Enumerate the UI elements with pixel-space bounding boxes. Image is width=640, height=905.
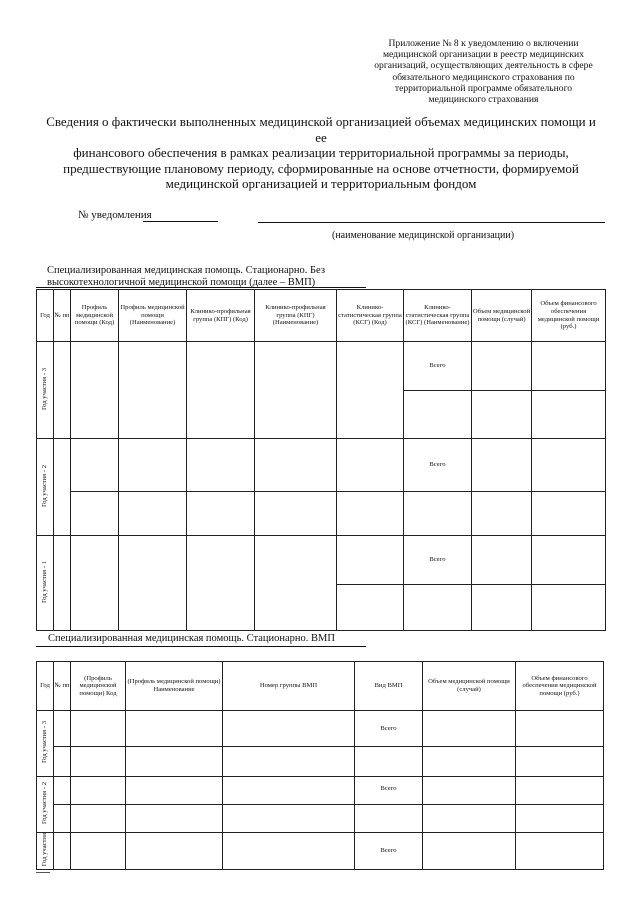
table-cell[interactable] <box>187 439 255 492</box>
table-cell[interactable] <box>71 747 126 777</box>
title-line: предшествующие плановому периоду, сформированные на основе отчетности, формируемой <box>63 160 579 176</box>
total-cell <box>355 777 423 805</box>
table-cell[interactable] <box>71 833 126 870</box>
header-kpg-code: Клинико-профильная группа (КПГ) (Код) <box>187 290 255 342</box>
header-ksg-code: Клинико-статистическая группа (КСГ) (Код) <box>337 290 404 342</box>
table-cell[interactable] <box>337 585 404 631</box>
appendix-line: организаций, осуществляющих деятельность в сфере <box>374 60 593 72</box>
table-cell[interactable] <box>119 342 187 439</box>
section2-title-underline <box>36 646 366 647</box>
footer-mark <box>36 872 50 873</box>
table-row <box>37 805 604 833</box>
year-label: Год участия - 3 <box>41 367 49 410</box>
table-cell[interactable] <box>71 492 119 536</box>
table-cell[interactable] <box>337 342 404 439</box>
table-row <box>37 711 604 747</box>
header-number: № пп <box>54 662 71 711</box>
year-cell <box>37 711 54 777</box>
header-profile-code: Профиль медицинской помощи (Код) <box>71 290 119 342</box>
section2-table <box>36 661 604 870</box>
table-cell[interactable] <box>423 777 516 805</box>
table-cell[interactable] <box>119 492 187 536</box>
table-cell[interactable] <box>532 391 606 439</box>
notice-number-label: № уведомления <box>78 209 152 221</box>
total-label: Всего <box>429 362 446 369</box>
table-cell[interactable] <box>516 711 604 747</box>
table-cell[interactable] <box>54 536 71 631</box>
table-cell[interactable] <box>223 747 355 777</box>
table-cell[interactable] <box>54 342 71 439</box>
header-profile-name: Профиль медицинской помощи (Наименование) <box>119 290 187 342</box>
table-cell[interactable] <box>126 833 223 870</box>
notice-number-field[interactable] <box>143 221 218 222</box>
appendix-note <box>356 38 611 105</box>
title-line: Сведения о фактически выполненных медицинской организацией объемах медицинских помощи и ее <box>46 114 596 145</box>
table-cell[interactable] <box>472 585 532 631</box>
organization-name-caption: (наименование медицинской организации) <box>332 230 515 241</box>
section1-title-underline <box>36 287 366 288</box>
table-cell[interactable] <box>223 777 355 805</box>
appendix-line: обязательного медицинского страхования по <box>392 71 575 83</box>
table-cell[interactable] <box>423 711 516 747</box>
table-cell[interactable] <box>255 492 337 536</box>
table-cell[interactable] <box>223 711 355 747</box>
year-label: Год участия - 2 <box>41 464 49 507</box>
header-year: Год <box>37 662 54 711</box>
appendix-line: медицинской организации в реестр медицинских <box>382 49 584 61</box>
table-cell[interactable] <box>71 711 126 747</box>
header-volume-cases: Объем медицинской помощи (случай) <box>472 290 532 342</box>
table-cell[interactable] <box>355 747 423 777</box>
header-number: № пп <box>54 290 71 342</box>
table-row <box>37 833 604 870</box>
table-cell[interactable] <box>119 536 187 631</box>
table-cell[interactable] <box>423 833 516 870</box>
header-kpg-name: Клинико-профильная группа (КПГ) (Наименование) <box>255 290 337 342</box>
table-cell[interactable] <box>54 777 71 805</box>
header-profile-code: (Профиль медицинской помощи) Код <box>71 662 126 711</box>
appendix-line: медицинского страхования <box>428 94 539 106</box>
table-cell[interactable] <box>187 536 255 631</box>
total-cell <box>404 536 472 585</box>
table-cell[interactable] <box>404 391 472 439</box>
header-financing: Объем финансового обеспечения медицинской помощи (руб.) <box>516 662 604 711</box>
table-cell[interactable] <box>255 439 337 492</box>
year-cell <box>37 342 54 439</box>
table-cell[interactable] <box>516 747 604 777</box>
table-cell[interactable] <box>516 777 604 805</box>
table-cell[interactable] <box>355 805 423 833</box>
section1-table <box>36 289 606 631</box>
table-cell[interactable] <box>187 342 255 439</box>
table-cell[interactable] <box>423 747 516 777</box>
header-volume-cases: Объем медицинской помощи (случай) <box>423 662 516 711</box>
table-cell[interactable] <box>223 805 355 833</box>
header-vmp-group: Номер группы ВМП <box>223 662 355 711</box>
table-cell[interactable] <box>532 585 606 631</box>
year-label: Год участия - 1 <box>41 560 49 603</box>
table-cell[interactable] <box>532 492 606 536</box>
year-label: Год участия - 2 <box>41 782 49 825</box>
table-cell[interactable] <box>71 342 119 439</box>
year-label: Год участия - 3 <box>41 721 49 764</box>
table-cell[interactable] <box>337 439 404 492</box>
title-line: медицинской организацией и территориальным фондом <box>165 176 477 191</box>
table-cell[interactable] <box>423 805 516 833</box>
table-cell[interactable] <box>223 833 355 870</box>
table-cell[interactable] <box>516 805 604 833</box>
section2-title: Специализированная медицинская помощь. Стационарно. ВМП <box>48 633 335 644</box>
table-cell[interactable] <box>71 439 119 492</box>
header-ksg-name: Клинико-статистическая группа (КСГ) (Наименование) <box>404 290 472 342</box>
table-row <box>37 536 606 585</box>
table-cell[interactable] <box>71 805 126 833</box>
table-cell[interactable] <box>472 439 532 492</box>
appendix-line: территориальной программе обязательного <box>394 82 573 94</box>
table-cell[interactable] <box>472 492 532 536</box>
section2-header-row <box>37 662 604 711</box>
section1-header-row <box>37 290 606 342</box>
table-cell[interactable] <box>255 536 337 631</box>
table-row <box>37 342 606 391</box>
total-cell <box>404 342 472 391</box>
section1-title-line: Специализированная медицинская помощь. Стационарно. Без <box>47 265 325 276</box>
table-cell[interactable] <box>54 439 71 536</box>
total-label: Всего <box>380 725 397 732</box>
table-cell[interactable] <box>472 342 532 391</box>
header-financing: Объем финансового обеспечения медицинской помощи (руб.) <box>532 290 606 342</box>
section1-title <box>47 265 347 289</box>
table-row <box>37 777 604 805</box>
table-cell[interactable] <box>404 492 472 536</box>
table-cell[interactable] <box>126 747 223 777</box>
table-cell[interactable] <box>532 439 606 492</box>
total-cell <box>355 833 423 870</box>
table-cell[interactable] <box>54 747 71 777</box>
table-cell[interactable] <box>472 536 532 585</box>
table-cell[interactable] <box>516 833 604 870</box>
year-label: Год участия <box>41 833 49 867</box>
table-cell[interactable] <box>532 536 606 585</box>
table-cell[interactable] <box>255 342 337 439</box>
total-cell <box>355 711 423 747</box>
table-cell[interactable] <box>337 536 404 585</box>
year-cell <box>37 833 54 870</box>
table-cell[interactable] <box>532 342 606 391</box>
table-cell[interactable] <box>337 492 404 536</box>
year-cell <box>37 439 54 536</box>
document-title <box>40 114 602 192</box>
table-cell[interactable] <box>126 711 223 747</box>
header-year: Год <box>37 290 54 342</box>
title-line: финансового обеспечения в рамках реализации территориальной программы за периоды, <box>73 145 569 160</box>
table-row <box>37 439 606 492</box>
year-cell <box>37 777 54 833</box>
header-profile-name: (Профиль медицинской помощи) Наименование <box>126 662 223 711</box>
total-cell <box>404 439 472 492</box>
section1-title-line: высокотехнологичной медицинской помощи (далее – ВМП) <box>47 277 316 288</box>
table-cell[interactable] <box>71 777 126 805</box>
table-cell[interactable] <box>126 777 223 805</box>
table-cell[interactable] <box>54 805 71 833</box>
table-cell[interactable] <box>404 585 472 631</box>
header-vmp-type: Вид ВМП <box>355 662 423 711</box>
table-cell[interactable] <box>71 536 119 631</box>
table-row <box>37 492 606 536</box>
table-cell[interactable] <box>126 805 223 833</box>
year-cell <box>37 536 54 631</box>
total-label: Всего <box>429 556 446 563</box>
total-label: Всего <box>429 461 446 468</box>
table-cell[interactable] <box>54 833 71 870</box>
table-row <box>37 747 604 777</box>
table-cell[interactable] <box>119 439 187 492</box>
table-cell[interactable] <box>472 391 532 439</box>
total-label: Всего <box>380 847 397 855</box>
appendix-line: Приложение № 8 к уведомлению о включении <box>388 38 579 49</box>
total-label: Всего <box>380 785 397 792</box>
table-cell[interactable] <box>54 711 71 747</box>
organization-name-field[interactable] <box>258 222 605 223</box>
table-cell[interactable] <box>187 492 255 536</box>
